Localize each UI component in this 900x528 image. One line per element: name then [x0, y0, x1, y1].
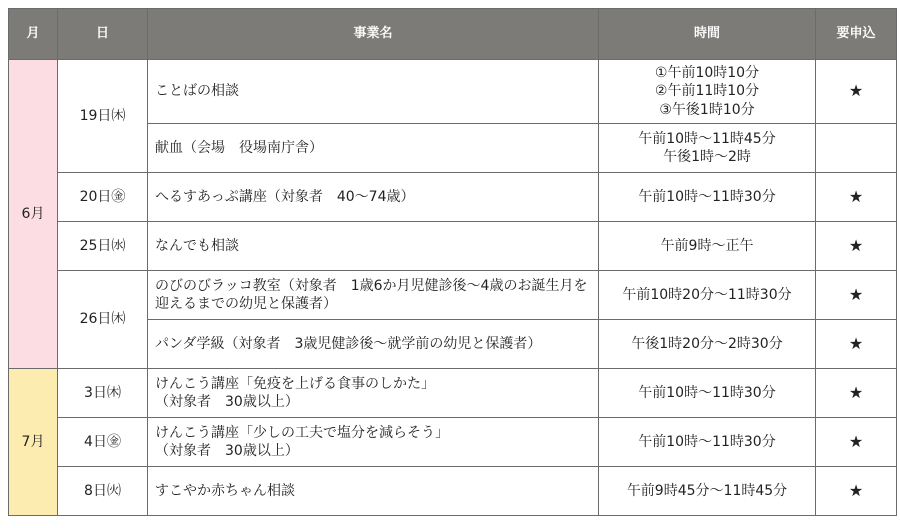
day-cell: 20日㊎	[58, 173, 148, 222]
time-line: 午前10時～11時30分	[638, 384, 776, 401]
reservation-star	[816, 124, 897, 173]
time-cell	[599, 222, 816, 271]
table-row	[9, 222, 897, 271]
event-name: なんでも相談	[148, 222, 599, 271]
day-cell: 4日㊎	[58, 418, 148, 467]
time-cell	[599, 60, 816, 124]
event-name-line: （対象者 30歳以上）	[155, 443, 299, 459]
time-line: ①午前10時10分	[654, 65, 760, 82]
table-row	[9, 418, 897, 467]
reservation-star: ★	[816, 271, 897, 320]
table-row	[9, 467, 897, 516]
reservation-star: ★	[816, 467, 897, 516]
table-row	[9, 173, 897, 222]
time-cell	[599, 369, 816, 418]
schedule-table-container	[8, 8, 897, 516]
time-line: 午後1時20分～2時30分	[631, 335, 783, 352]
time-line: 午前10時～11時30分	[638, 188, 776, 205]
day-cell: 26日㈭	[58, 271, 148, 369]
event-name: へるすあっぷ講座（対象者 40～74歳）	[148, 173, 599, 222]
table-row	[9, 271, 897, 320]
time-cell	[599, 467, 816, 516]
schedule-table	[8, 8, 897, 516]
day-cell: 19日㈭	[58, 60, 148, 173]
event-name: すこやか赤ちゃん相談	[148, 467, 599, 516]
reservation-star: ★	[816, 222, 897, 271]
reservation-star: ★	[816, 173, 897, 222]
table-row	[9, 369, 897, 418]
time-line: 午前10時～11時45分	[638, 130, 776, 147]
header-time: 時間	[599, 9, 816, 60]
reservation-star: ★	[816, 60, 897, 124]
event-name: パンダ学級（対象者 3歳児健診後～就学前の幼児と保護者）	[148, 320, 599, 369]
time-cell	[599, 124, 816, 173]
header-month: 月	[9, 9, 58, 60]
day-cell: 8日㈫	[58, 467, 148, 516]
event-name: のびのびラッコ教室（対象者 1歳6か月児健診後～4歳のお誕生月を迎えるまでの幼児と保護者）	[148, 271, 599, 320]
time-line: 午前9時～正午	[660, 237, 754, 254]
month-cell-july: 7月	[9, 369, 58, 516]
reservation-star: ★	[816, 320, 897, 369]
header-event: 事業名	[148, 9, 599, 60]
month-cell-june: 6月	[9, 60, 58, 369]
time-line: 午前9時45分～11時45分	[626, 482, 788, 499]
event-name-line: けんこう講座「免疫を上げる食事のしかた」	[155, 375, 435, 392]
time-line: ③午後1時10分	[659, 101, 755, 118]
event-name: ことばの相談	[148, 60, 599, 124]
time-line: 午前10時20分～11時30分	[622, 286, 792, 303]
day-cell: 3日㈭	[58, 369, 148, 418]
event-name-line: けんこう講座「少しの工夫で塩分を減らそう」	[155, 424, 449, 441]
time-line: 午後1時～2時	[663, 149, 751, 165]
header-day: 日	[58, 9, 148, 60]
time-cell	[599, 271, 816, 320]
table-row	[9, 60, 897, 124]
reservation-star: ★	[816, 369, 897, 418]
time-cell	[599, 320, 816, 369]
reservation-star: ★	[816, 418, 897, 467]
event-name	[148, 369, 599, 418]
header-row	[9, 9, 897, 60]
day-cell: 25日㈬	[58, 222, 148, 271]
event-name: 献血（会場 役場南庁舎）	[148, 124, 599, 173]
time-cell	[599, 418, 816, 467]
time-line: 午前10時～11時30分	[638, 433, 776, 450]
event-name-line: （対象者 30歳以上）	[155, 394, 299, 410]
event-name	[148, 418, 599, 467]
header-reservation: 要申込	[816, 9, 897, 60]
time-cell	[599, 173, 816, 222]
time-line: ②午前11時10分	[654, 83, 760, 100]
